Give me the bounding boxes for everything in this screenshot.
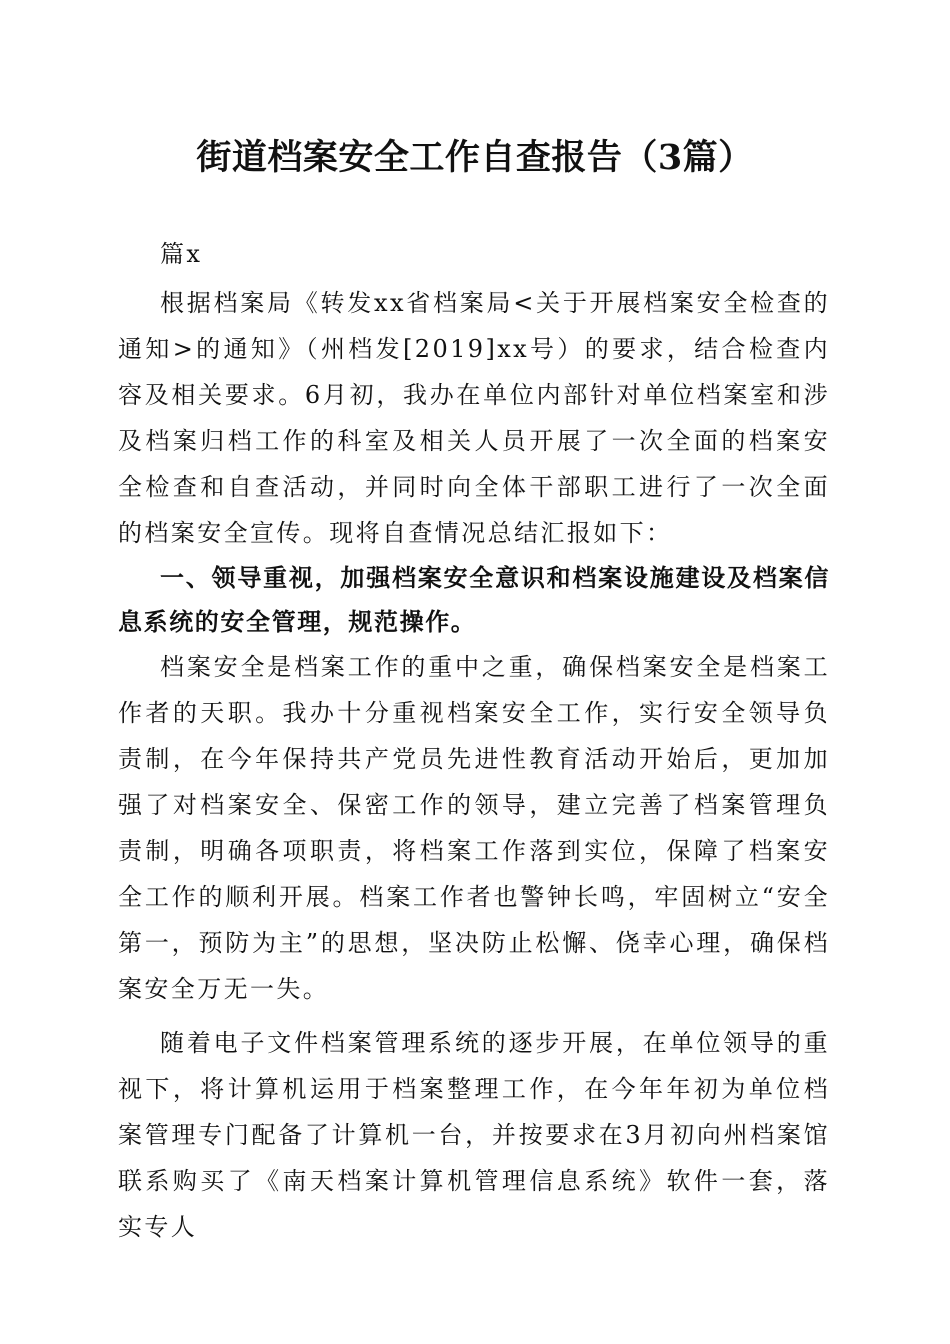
document-title: 街道档案安全工作自查报告（3篇） bbox=[196, 137, 754, 178]
document-body bbox=[118, 228, 830, 1250]
section-heading-1: 一、领导重视，加强档案安全意识和档案设施建设及档案信息系统的安全管理，规范操作。 bbox=[118, 564, 830, 636]
section-label: 篇x bbox=[160, 240, 203, 268]
body-paragraph: 随着电子文件档案管理系统的逐步开展，在单位领导的重视下，将计算机运用于档案整理工作，在今年年初为单位档案管理专门配备了计算机一台，并按要求在3月初向州档案馆联系购买了《南天档案计算机管理信息系统》软件一套，落实专人 bbox=[118, 1029, 830, 1241]
body-paragraph: 档案安全是档案工作的重中之重，确保档案安全是档案工作者的天职。我办十分重视档案安全工作，实行安全领导负责制，在今年保持共产党员先进性教育活动开始后，更加加强了对档案安全、保密工作的领导，建立完善了档案管理负责制，明确各项职责，将档案工作落到实位，保障了档案安全工作的顺利开展。档案工作者也警钟长鸣，牢固树立“安全第一，预防为主”的思想，坚决防止松懈、侥幸心理，确保档案安全万无一失。 bbox=[118, 653, 830, 1003]
intro-paragraph: 根据档案局《转发xx省档案局<关于开展档案安全检查的通知>的通知》（州档发[2019]xx号）的要求，结合检查内容及相关要求。6月初，我办在单位内部针对单位档案室和涉及档案归档工作的科室及相关人员开展了一次全面的档案安全检查和自查活动，并同时向全体干部职工进行了一次全面的档案安全宣传。现将自查情况总结汇报如下： bbox=[118, 289, 830, 547]
